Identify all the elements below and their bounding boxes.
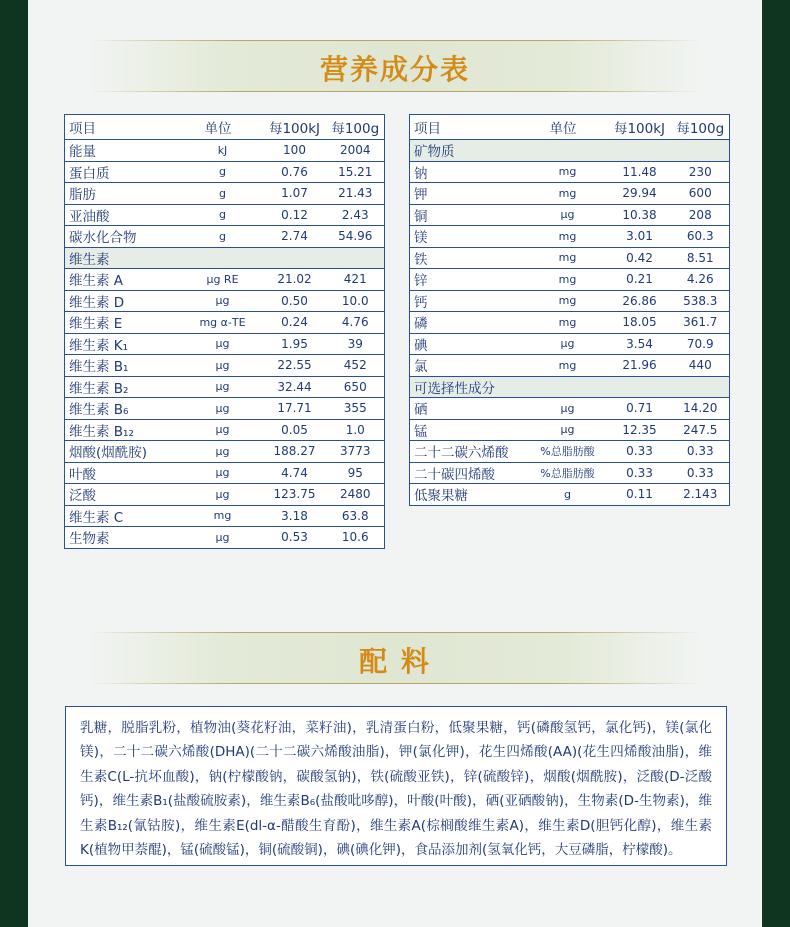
per-100kj-value: 10.38 [608, 204, 672, 226]
nutrient-name: 锰 [410, 419, 528, 441]
per-100kj-value: 17.71 [263, 398, 327, 420]
per-100g-value [672, 376, 730, 398]
per-100g-value: 0.33 [672, 441, 730, 463]
table-row [410, 312, 730, 334]
header-per-100g: 每100g [327, 115, 385, 140]
banner-bottom-line [88, 91, 702, 92]
table-row [65, 419, 385, 441]
header-unit: 单位 [528, 115, 608, 140]
per-100g-value: 4.76 [327, 312, 385, 334]
nutrient-name: 二十碳四烯酸 [410, 462, 528, 484]
unit-cell: μg [183, 333, 263, 355]
per-100g-value: 538.3 [672, 290, 730, 312]
per-100kj-value: 0.71 [608, 398, 672, 420]
unit-cell: g [183, 161, 263, 183]
per-100g-value: 60.3 [672, 226, 730, 248]
banner-bottom-line [88, 683, 702, 684]
per-100g-value: 600 [672, 183, 730, 205]
nutrient-name: 维生素 B₆ [65, 398, 183, 420]
nutrient-name: 钾 [410, 183, 528, 205]
unit-cell: mg [183, 505, 263, 527]
table-row [65, 140, 385, 162]
per-100g-value: 1.0 [327, 419, 385, 441]
per-100g-value: 208 [672, 204, 730, 226]
unit-cell: g [183, 183, 263, 205]
nutrient-name: 维生素 B₁ [65, 355, 183, 377]
unit-cell: mg [528, 290, 608, 312]
table-row [410, 333, 730, 355]
per-100g-value: 39 [327, 333, 385, 355]
table-row [65, 355, 385, 377]
per-100g-value: 70.9 [672, 333, 730, 355]
unit-cell: μg [183, 398, 263, 420]
per-100g-value [327, 247, 385, 269]
table-row [65, 527, 385, 549]
unit-cell: g [183, 204, 263, 226]
ingredients-title: 配 料 [359, 645, 431, 678]
nutrient-name: 矿物质 [410, 140, 528, 162]
table-row [65, 204, 385, 226]
nutrition-title: 营养成分表 [319, 53, 470, 86]
per-100kj-value: 3.18 [263, 505, 327, 527]
table-row [65, 484, 385, 506]
per-100kj-value: 0.76 [263, 161, 327, 183]
header-item: 项目 [410, 115, 528, 140]
per-100kj-value: 1.95 [263, 333, 327, 355]
per-100kj-value: 2.74 [263, 226, 327, 248]
nutrient-name: 硒 [410, 398, 528, 420]
nutrient-name: 叶酸 [65, 462, 183, 484]
ingredients-text: 乳糖，脱脂乳粉，植物油(葵花籽油，菜籽油)，乳清蛋白粉，低聚果糖，钙(磷酸氢钙，氯化钙)，镁(氯化镁)，二十二碳六烯酸(DHA)(二十二碳六烯酸油脂)，钾(氯化钾)，花生四烯酸(AA)(花生四烯酸油脂)，维生素C(L-抗坏血酸)，钠(柠檬酸钠，碳酸氢钠)，铁(硫酸亚铁)，锌(硫酸锌)，烟酸(烟酰胺)，泛酸(D-泛酸钙)，维生素B₁(盐酸硫胺素)，维生素B₆(盐酸吡哆醇)，叶酸(叶酸)，硒(亚硒酸钠)，生物素(D-生物素)，维生素B₁₂(氰钴胺)，维生素E(dl-α-醋酸生育酚)，维生素A(棕榈酸维生素A)，维生素D(胆钙化醇)，维生素K(植物甲萘醌)，锰(硫酸锰)，铜(硫酸铜)，碘(碘化钾)，食品添加剂(氢氧化钙，大豆磷脂，柠檬酸)。 [80, 720, 712, 859]
per-100g-value: 361.7 [672, 312, 730, 334]
per-100kj-value: 21.02 [263, 269, 327, 291]
nutrient-name: 镁 [410, 226, 528, 248]
per-100kj-value [263, 247, 327, 269]
nutrient-name: 氯 [410, 355, 528, 377]
nutrition-table-left [64, 114, 385, 549]
per-100g-value: 14.20 [672, 398, 730, 420]
per-100kj-value: 123.75 [263, 484, 327, 506]
table-row [410, 247, 730, 269]
header-unit: 单位 [183, 115, 263, 140]
nutrient-name: 铜 [410, 204, 528, 226]
nutrient-name: 锌 [410, 269, 528, 291]
per-100kj-value: 29.94 [608, 183, 672, 205]
per-100g-value: 95 [327, 462, 385, 484]
per-100g-value: 10.0 [327, 290, 385, 312]
header-item: 项目 [65, 115, 183, 140]
unit-cell: mg [528, 312, 608, 334]
per-100kj-value: 3.54 [608, 333, 672, 355]
table-row [65, 398, 385, 420]
unit-cell: mg [528, 247, 608, 269]
table-row [65, 441, 385, 463]
nutrient-name: 蛋白质 [65, 161, 183, 183]
nutrient-name: 维生素 B₂ [65, 376, 183, 398]
per-100g-value: 2.143 [683, 487, 718, 502]
unit-cell: mg [528, 226, 608, 248]
unit-cell: μg [183, 441, 263, 463]
per-100kj-value: 0.21 [608, 269, 672, 291]
table-row [65, 183, 385, 205]
per-100g-value: 421 [327, 269, 385, 291]
per-100kj-value: 12.35 [608, 419, 672, 441]
per-100kj-value: 0.12 [263, 204, 327, 226]
table-row [410, 290, 730, 312]
per-100kj-value: 32.44 [263, 376, 327, 398]
nutrient-name: 维生素 D [65, 290, 183, 312]
per-100g-value [672, 140, 730, 162]
unit-cell: %总脂肪酸 [528, 462, 608, 484]
unit-cell: kJ [183, 140, 263, 162]
per-100g-value: 2.43 [327, 204, 385, 226]
table-header-row [65, 115, 385, 140]
unit-cell: μg [215, 530, 230, 544]
per-100kj-value: 11.48 [608, 161, 672, 183]
table-row [65, 290, 385, 312]
per-100g-value: 3773 [327, 441, 385, 463]
table-row [410, 484, 730, 506]
table-row [410, 441, 730, 463]
per-100kj-value: 100 [263, 140, 327, 162]
nutrient-name: 钙 [410, 290, 528, 312]
unit-cell: μg [183, 484, 263, 506]
nutrition-title-banner [88, 40, 702, 92]
table-row [65, 226, 385, 248]
nutrient-name: 烟酸(烟酰胺) [65, 441, 183, 463]
per-100kj-value: 0.42 [608, 247, 672, 269]
per-100kj-value: 1.07 [263, 183, 327, 205]
section-row [65, 247, 385, 269]
per-100g-value: 63.8 [327, 505, 385, 527]
per-100kj-value: 3.01 [608, 226, 672, 248]
unit-cell: g [564, 487, 571, 501]
unit-cell: μg [183, 462, 263, 484]
nutrient-name: 二十二碳六烯酸 [410, 441, 528, 463]
nutrient-name: 碳水化合物 [65, 226, 183, 248]
per-100kj-value: 0.11 [626, 487, 653, 502]
table-row [65, 269, 385, 291]
per-100kj-value: 26.86 [608, 290, 672, 312]
per-100g-value: 4.26 [672, 269, 730, 291]
per-100g-value: 10.6 [341, 530, 369, 545]
unit-cell: mg [528, 161, 608, 183]
per-100kj-value [608, 140, 672, 162]
nutrient-name: 亚油酸 [65, 204, 183, 226]
section-row [410, 140, 730, 162]
nutrient-name: 脂肪 [65, 183, 183, 205]
header-per-100g: 每100g [672, 115, 730, 140]
unit-cell [528, 376, 608, 398]
unit-cell: μg [528, 419, 608, 441]
per-100kj-value: 4.74 [263, 462, 327, 484]
per-100g-value: 15.21 [327, 161, 385, 183]
header-per-100kj: 每100kJ [263, 115, 327, 140]
per-100kj-value: 18.05 [608, 312, 672, 334]
per-100g-value: 8.51 [672, 247, 730, 269]
per-100g-value: 2480 [327, 484, 385, 506]
nutrient-name: 磷 [410, 312, 528, 334]
per-100kj-value: 0.33 [608, 462, 672, 484]
table-row [65, 333, 385, 355]
nutrient-name: 铁 [410, 247, 528, 269]
ingredients-box [65, 706, 727, 866]
table-row [410, 462, 730, 484]
table-row [410, 398, 730, 420]
nutrient-name: 维生素 E [65, 312, 183, 334]
unit-cell: μg [528, 398, 608, 420]
unit-cell [183, 247, 263, 269]
nutrient-name: 碘 [410, 333, 528, 355]
banner-top-line [88, 632, 702, 633]
nutrient-name: 维生素 C [65, 505, 183, 527]
unit-cell: mg [528, 355, 608, 377]
section-row [410, 376, 730, 398]
nutrient-name: 维生素 [65, 247, 183, 269]
ingredients-title-banner [88, 632, 702, 684]
nutrient-name: 低聚果糖 [414, 488, 468, 505]
per-100kj-value: 21.96 [608, 355, 672, 377]
nutrient-name: 可选择性成分 [410, 376, 528, 398]
unit-cell [528, 140, 608, 162]
per-100g-value: 54.96 [327, 226, 385, 248]
per-100g-value: 0.33 [672, 462, 730, 484]
unit-cell: μg [183, 355, 263, 377]
table-row [410, 161, 730, 183]
table-row [410, 269, 730, 291]
per-100g-value: 440 [672, 355, 730, 377]
nutrient-name: 钠 [410, 161, 528, 183]
table-row [65, 505, 385, 527]
table-row [410, 183, 730, 205]
nutrient-name: 维生素 A [65, 269, 183, 291]
unit-cell: μg [528, 204, 608, 226]
per-100g-value: 230 [672, 161, 730, 183]
table-row [65, 312, 385, 334]
per-100g-value: 21.43 [327, 183, 385, 205]
nutrient-name: 维生素 B₁₂ [65, 419, 183, 441]
nutrient-name: 生物素 [69, 531, 110, 548]
per-100kj-value: 0.24 [263, 312, 327, 334]
nutrient-name: 泛酸 [65, 484, 183, 506]
per-100kj-value: 0.50 [263, 290, 327, 312]
banner-top-line [88, 40, 702, 41]
per-100g-value: 452 [327, 355, 385, 377]
table-row [410, 204, 730, 226]
unit-cell: mg [528, 269, 608, 291]
unit-cell: mg [528, 183, 608, 205]
table-row [65, 462, 385, 484]
per-100kj-value [608, 376, 672, 398]
per-100g-value: 2004 [327, 140, 385, 162]
per-100kj-value: 0.53 [281, 530, 308, 545]
table-row [410, 355, 730, 377]
unit-cell: μg [183, 376, 263, 398]
unit-cell: %总脂肪酸 [528, 441, 608, 463]
nutrient-name: 能量 [65, 140, 183, 162]
per-100g-value: 247.5 [672, 419, 730, 441]
per-100g-value: 355 [327, 398, 385, 420]
header-per-100kj: 每100kJ [608, 115, 672, 140]
unit-cell: μg RE [183, 269, 263, 291]
per-100kj-value: 0.33 [608, 441, 672, 463]
per-100kj-value: 0.05 [263, 419, 327, 441]
unit-cell: mg α-TE [183, 312, 263, 334]
unit-cell: μg [183, 419, 263, 441]
table-row [410, 419, 730, 441]
table-row [410, 226, 730, 248]
per-100kj-value: 22.55 [263, 355, 327, 377]
table-row [65, 161, 385, 183]
table-row [65, 376, 385, 398]
per-100g-value: 650 [327, 376, 385, 398]
table-header-row [410, 115, 730, 140]
per-100kj-value: 188.27 [263, 441, 327, 463]
nutrient-name: 维生素 K₁ [65, 333, 183, 355]
unit-cell: μg [183, 290, 263, 312]
unit-cell: μg [528, 333, 608, 355]
unit-cell: g [183, 226, 263, 248]
nutrition-table-right [409, 114, 730, 506]
